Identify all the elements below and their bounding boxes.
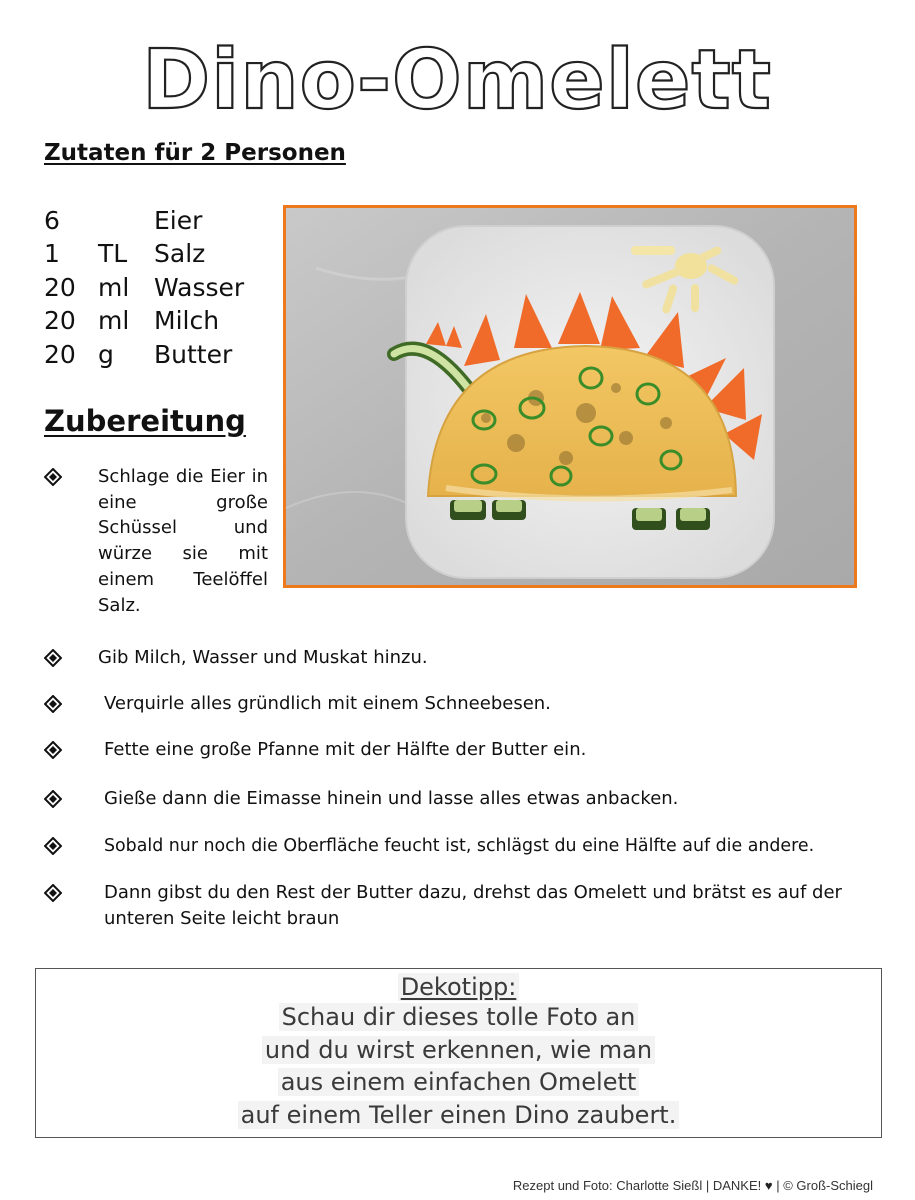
step-text: Verquirle alles gründlich mit einem Schneebesen.	[104, 693, 551, 714]
diamond-bullet-icon	[44, 741, 62, 759]
ingredient-row	[44, 338, 244, 371]
ingredient-row	[44, 204, 244, 237]
ingredient-quantity: 6	[44, 206, 60, 235]
footer-thanks: DANKE!	[712, 1178, 762, 1193]
deco-tip-heading: Dekotipp:	[398, 973, 520, 1001]
ingredient-row	[44, 304, 244, 337]
ingredient-list	[44, 204, 244, 371]
diamond-bullet-icon	[44, 790, 62, 808]
ingredient-name: Eier	[154, 206, 203, 235]
step-text: Dann gibst du den Rest der Butter dazu, drehst das Omelett und brätst es auf der unteren Seite leicht braun	[104, 882, 842, 929]
footer-credit: Rezept und Foto: Charlotte Sießl | DANKE! ♥ | © Groß-Schiegl	[512, 1178, 873, 1193]
step-text: Fette eine große Pfanne mit der Hälfte der Butter ein.	[104, 739, 587, 760]
ingredient-quantity: 20	[44, 339, 76, 369]
step-text: Sobald nur noch die Oberfläche feucht ist, schlägst du eine Hälfte auf die andere.	[104, 836, 815, 856]
step-item	[44, 464, 274, 618]
deco-tip-line: und du wirst erkennen, wie man	[36, 1034, 881, 1067]
ingredient-unit: TL	[98, 239, 128, 269]
deco-tip-line: aus einem einfachen Omelett	[36, 1066, 881, 1099]
deco-tip-box	[35, 968, 882, 1138]
ingredient-name: Milch	[154, 306, 220, 336]
step-text: Gieße dann die Eimasse hinein und lasse alles etwas anbacken.	[104, 788, 679, 809]
diamond-bullet-icon	[44, 837, 62, 855]
ingredients-heading: Zutaten für 2 Personen	[44, 140, 346, 166]
deco-tip-line: Schau dir dieses tolle Foto an	[36, 1001, 881, 1034]
page-title-text: Dino-Omelett	[142, 33, 772, 128]
step-item	[44, 833, 884, 859]
dino-omelette-illustration	[286, 208, 854, 585]
heart-icon: ♥	[764, 1178, 773, 1193]
step-item	[44, 786, 884, 812]
ingredient-quantity: 20	[44, 306, 76, 336]
ingredient-unit: ml	[98, 272, 130, 302]
dino-omelette-photo	[283, 205, 857, 588]
step-item	[44, 691, 884, 717]
preparation-heading: Zubereitung	[44, 404, 246, 438]
deco-tip-line: auf einem Teller einen Dino zaubert.	[36, 1099, 881, 1132]
footer-copyright: © Groß-Schiegl	[783, 1178, 873, 1193]
step-item	[44, 737, 884, 763]
ingredient-quantity: 1	[44, 239, 60, 269]
diamond-bullet-icon	[44, 649, 62, 667]
ingredient-row	[44, 271, 244, 304]
ingredient-row	[44, 237, 244, 270]
diamond-bullet-icon	[44, 468, 62, 486]
ingredient-unit: g	[98, 339, 114, 369]
diamond-bullet-icon	[44, 884, 62, 902]
ingredient-name: Butter	[154, 339, 233, 369]
ingredient-name: Salz	[154, 239, 206, 269]
footer-credit-text: Rezept und Foto: Charlotte Sießl	[512, 1178, 703, 1193]
ingredient-name: Wasser	[154, 272, 245, 302]
page-title	[0, 30, 915, 140]
ingredient-unit: ml	[98, 306, 130, 336]
step-text: Schlage die Eier in eine große Schüssel und würze sie mit einem Teelöffel Salz.	[98, 466, 268, 616]
diamond-bullet-icon	[44, 695, 62, 713]
ingredient-quantity: 20	[44, 272, 76, 302]
step-item	[44, 645, 884, 671]
step-item	[44, 880, 884, 932]
ingredient-unit	[98, 204, 154, 237]
step-text: Gib Milch, Wasser und Muskat hinzu.	[98, 647, 428, 668]
